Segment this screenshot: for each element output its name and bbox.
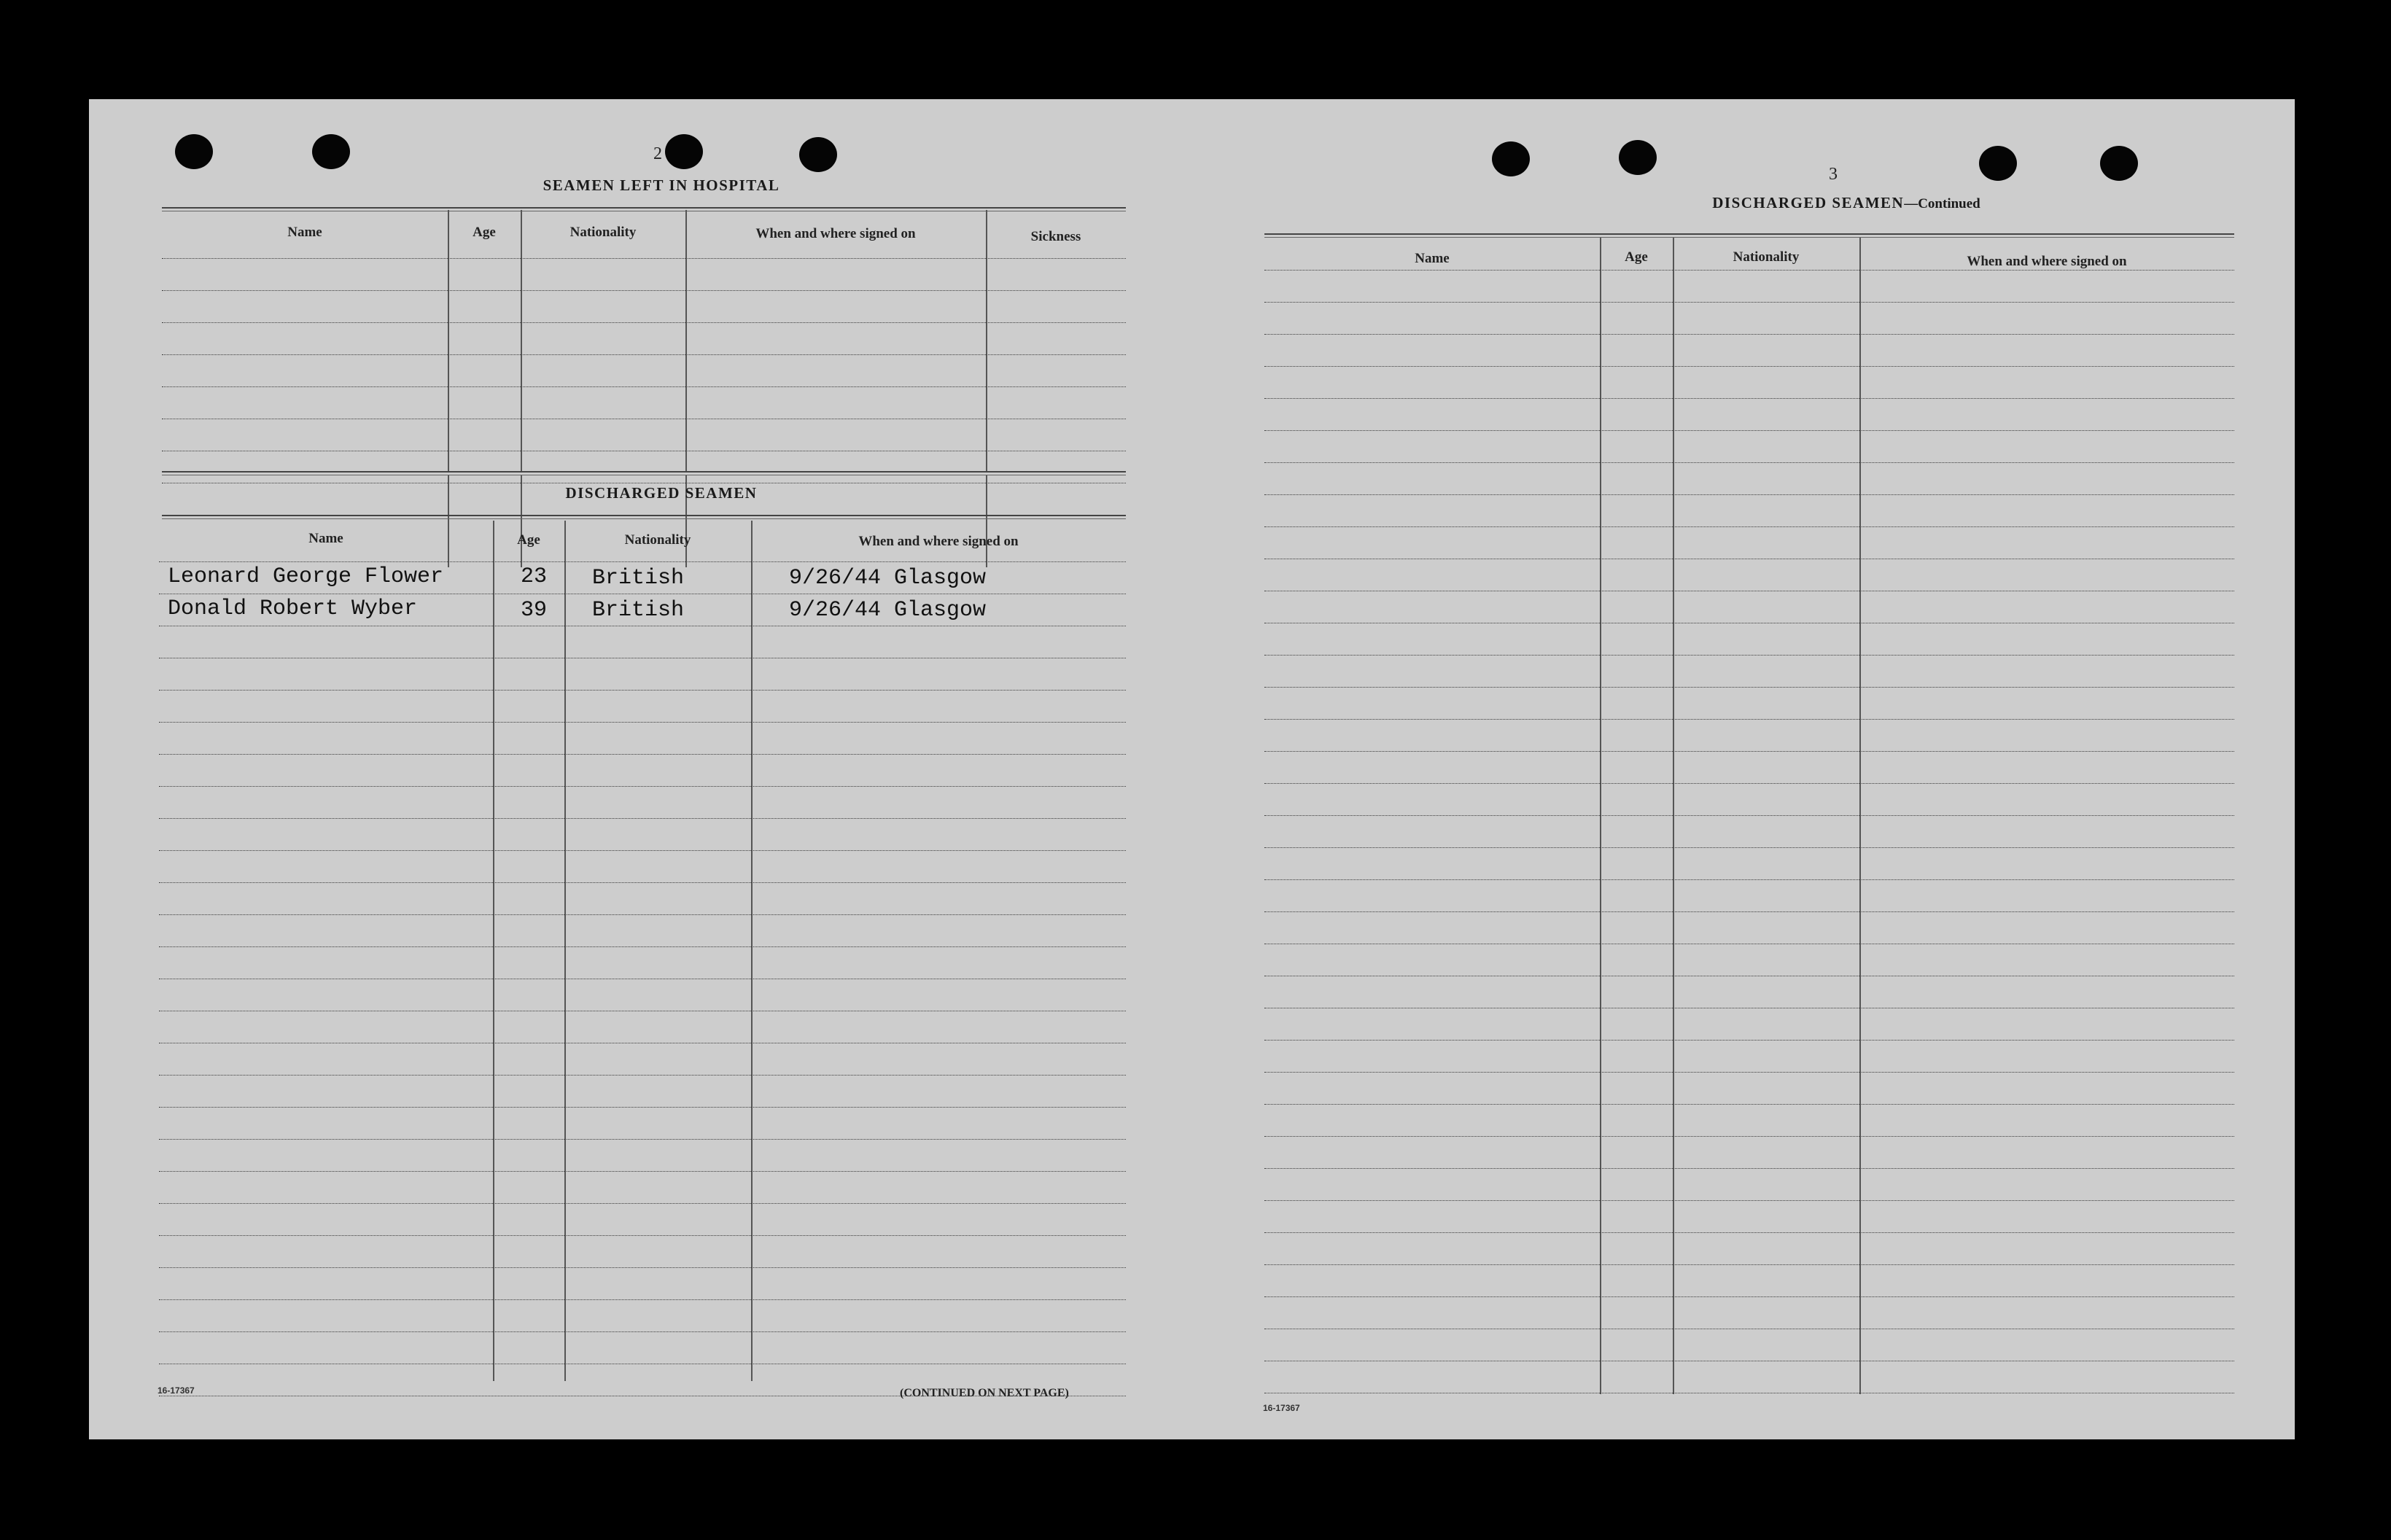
form-number: 16-17367 [1263, 1403, 1300, 1413]
document-sheet [89, 99, 2295, 1439]
table-row [159, 1107, 1126, 1108]
table-row [159, 1171, 1126, 1172]
table-row [159, 1075, 1126, 1076]
col-nationality [564, 521, 566, 1381]
seaman-age: 23 [521, 564, 548, 589]
seaman-nationality: British [592, 598, 685, 623]
col-signed-on [751, 521, 753, 1381]
table-row [1264, 911, 2234, 912]
section-rule [162, 471, 1126, 475]
col-age [493, 521, 494, 1381]
table-row [159, 1267, 1126, 1268]
table-row [1264, 1040, 2234, 1041]
table-row [159, 1203, 1126, 1204]
table-row [1264, 1136, 2234, 1137]
table-row [162, 258, 1126, 259]
table-row [1264, 526, 2234, 527]
table-row [1264, 815, 2234, 816]
seaman-nationality: British [592, 566, 685, 591]
header-name: Name [287, 225, 322, 240]
table-row [1264, 270, 2234, 271]
table-row [1264, 1200, 2234, 1201]
col-age [448, 210, 449, 567]
header-signed-on: When and where signed on [755, 226, 916, 241]
col-name [162, 210, 448, 567]
table-row [1264, 687, 2234, 688]
table-row [159, 818, 1126, 819]
table-row [159, 1331, 1126, 1332]
header-sickness: Sickness [1030, 229, 1081, 244]
discharged-section-title: DISCHARGED SEAMEN [565, 484, 758, 502]
table-row [162, 322, 1126, 323]
page-number: 2 [653, 144, 662, 163]
col-age [1600, 238, 1601, 1394]
table-row [162, 354, 1126, 355]
table-row [159, 690, 1126, 691]
hospital-section-title: SEAMEN LEFT IN HOSPITAL [543, 176, 780, 194]
table-row [1264, 847, 2234, 848]
seaman-age: 39 [521, 598, 548, 623]
table-row [162, 290, 1126, 291]
title-suffix: —Continued [1904, 196, 1980, 211]
table-row [1264, 1232, 2234, 1233]
right-page [1205, 99, 2295, 1439]
header-nationality: Nationality [624, 532, 691, 548]
header-name: Name [1415, 251, 1450, 266]
table-row [1264, 1296, 2234, 1297]
header-nationality: Nationality [1733, 249, 1800, 265]
table-row [1264, 462, 2234, 463]
table-row [1264, 398, 2234, 399]
table-row [1264, 430, 2234, 431]
discharged-continued-table [1264, 238, 2234, 1394]
table-row [159, 1139, 1126, 1140]
title-text: DISCHARGED SEAMEN [1712, 194, 1905, 211]
header-nationality: Nationality [569, 225, 637, 240]
table-row [1264, 1264, 2234, 1265]
col-nationality [521, 210, 522, 567]
table-row [1264, 1168, 2234, 1169]
table-row [1264, 334, 2234, 335]
left-page [89, 99, 1205, 1439]
section-rule [162, 515, 1126, 519]
table-row [1264, 366, 2234, 367]
table-row [159, 1235, 1126, 1236]
col-signed-on [685, 210, 687, 567]
table-row [1264, 655, 2234, 656]
table-row [159, 946, 1126, 947]
table-row [1264, 494, 2234, 495]
continued-footer: (CONTINUED ON NEXT PAGE) [900, 1387, 1069, 1399]
header-age: Age [517, 532, 540, 548]
table-row [1264, 879, 2234, 880]
page-number: 3 [1829, 165, 1838, 184]
seaman-signed-on: 9/26/44 Glasgow [789, 566, 987, 591]
seaman-name: Leonard George Flower [168, 564, 444, 589]
table-row [159, 786, 1126, 787]
col-nationality [1673, 238, 1674, 1394]
table-row [159, 561, 1126, 562]
table-row [162, 386, 1126, 387]
header-signed-on: When and where signed on [1967, 254, 2127, 269]
seaman-signed-on: 9/26/44 Glasgow [789, 598, 987, 623]
discharged-table [159, 521, 1126, 1381]
discharged-continued-title [1445, 194, 2247, 212]
table-row [159, 850, 1126, 851]
table-row [159, 1299, 1126, 1300]
table-row [1264, 302, 2234, 303]
header-age: Age [1625, 249, 1648, 265]
col-sickness [986, 210, 987, 567]
header-name: Name [308, 531, 343, 546]
table-row [1264, 783, 2234, 784]
form-number: 16-17367 [158, 1385, 195, 1396]
hospital-table [162, 210, 1126, 567]
table-row [1264, 751, 2234, 752]
table-row [1264, 1072, 2234, 1073]
table-row [1264, 719, 2234, 720]
table-row [159, 914, 1126, 915]
header-signed-on: When and where signed on [858, 534, 1019, 549]
table-row [159, 722, 1126, 723]
seaman-name: Donald Robert Wyber [168, 596, 418, 621]
col-signed-on [1859, 238, 1861, 1394]
table-row [1264, 1104, 2234, 1105]
table-row [159, 754, 1126, 755]
header-age: Age [473, 225, 496, 240]
table-row [159, 882, 1126, 883]
